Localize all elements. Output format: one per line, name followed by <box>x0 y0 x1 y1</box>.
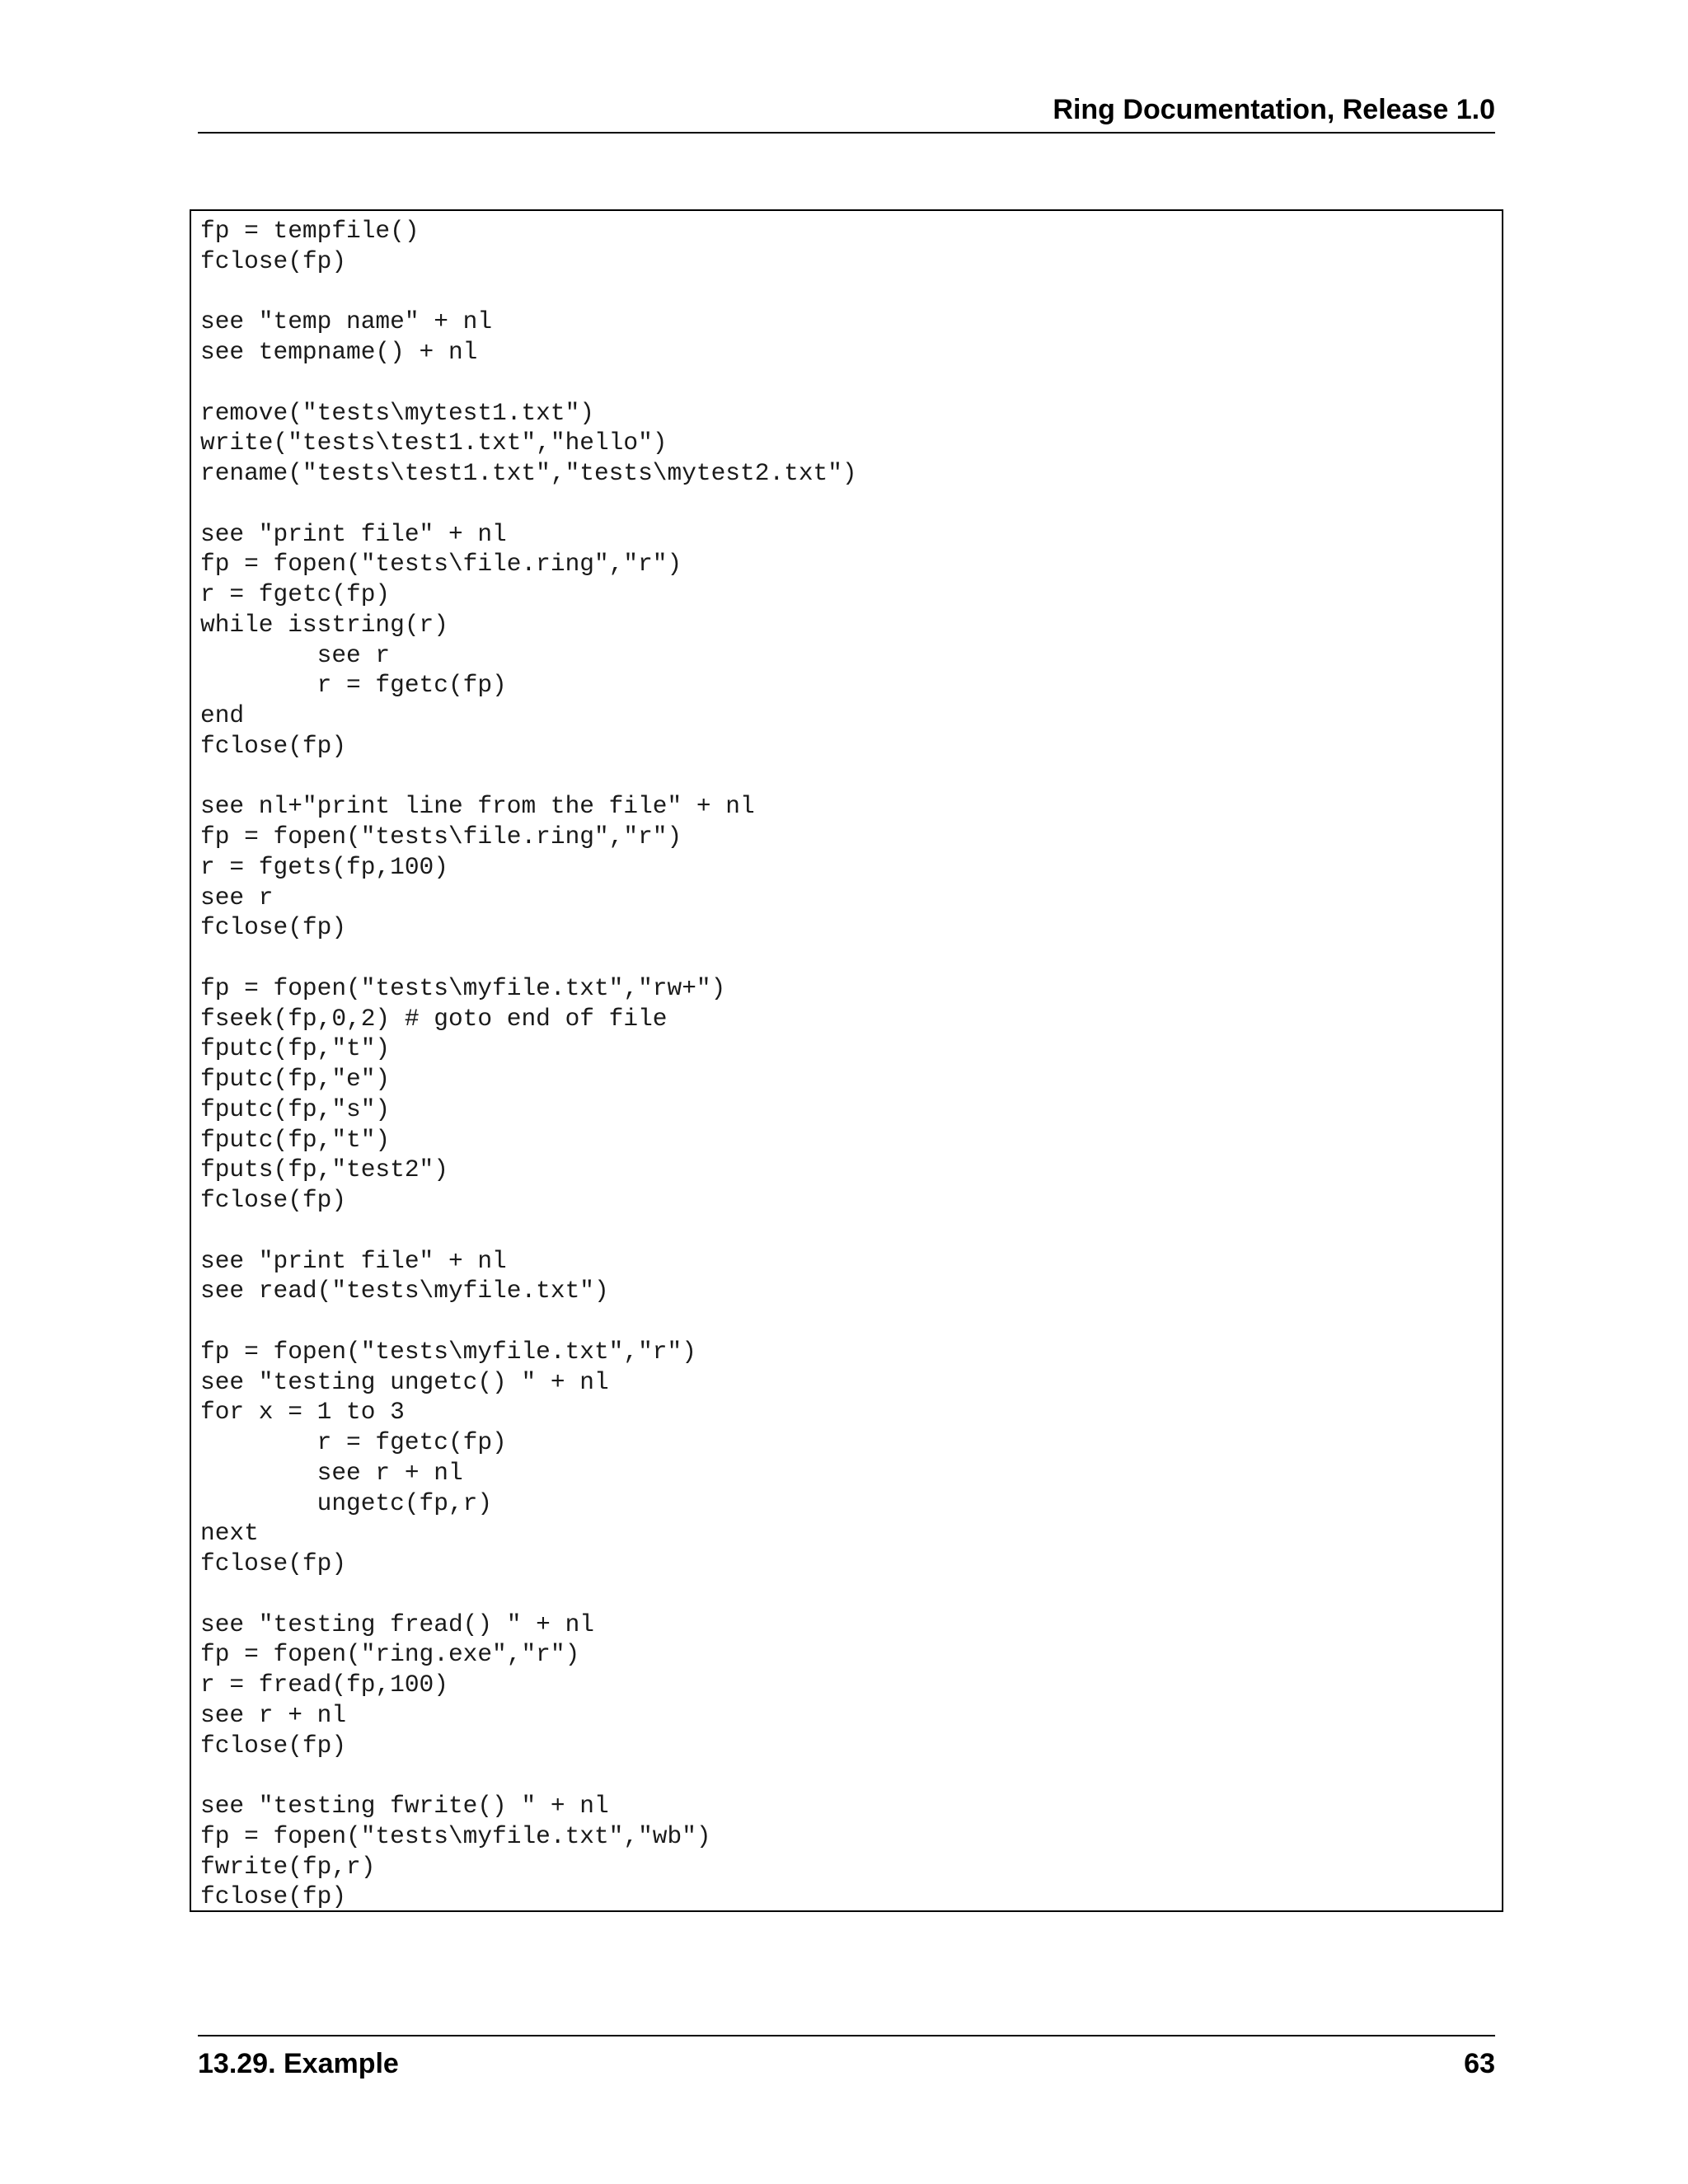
code-listing: fp = tempfile() fclose(fp) see "temp name" + nl see tempname() + nl remove("tests\mytest1.txt") write("tests\test1.txt","hello") rename("tests\test1.txt","tests\mytest2.txt") see "print file" + nl fp = fopen("tests\file.ring","r") r = fgetc(fp) while isstring(r) see r r = fgetc(fp) end fclose(fp) see nl+"print line from the file" + nl fp = fopen("tests\file.ring","r") r = fgets(fp,100) see r fclose(fp) fp = fopen("tests\myfile.txt","rw+") fseek(fp,0,2) # goto end of file fputc(fp,"t") fputc(fp,"e") fputc(fp,"s") fputc(fp,"t") fputs(fp,"test2") fclose(fp) see "print file" + nl see read("tests\myfile.txt") fp = fopen("tests\myfile.txt","r") see "testing ungetc() " + nl for x = 1 to 3 r = fgetc(fp) see r + nl ungetc(fp,r) next fclose(fp) see "testing fread() " + nl fp = fopen("ring.exe","r") r = fread(fp,100) see r + nl fclose(fp) see "testing fwrite() " + nl fp = fopen("tests\myfile.txt","wb") fwrite(fp,r) fclose(fp) <box>200 217 857 1911</box>
code-block <box>190 209 1503 1912</box>
page-header <box>198 92 1495 134</box>
document-title: Ring Documentation, Release 1.0 <box>1053 94 1495 125</box>
page-number: 63 <box>1464 2048 1495 2079</box>
section-title: 13.29. Example <box>198 2048 399 2079</box>
page-footer <box>198 2035 1495 2079</box>
